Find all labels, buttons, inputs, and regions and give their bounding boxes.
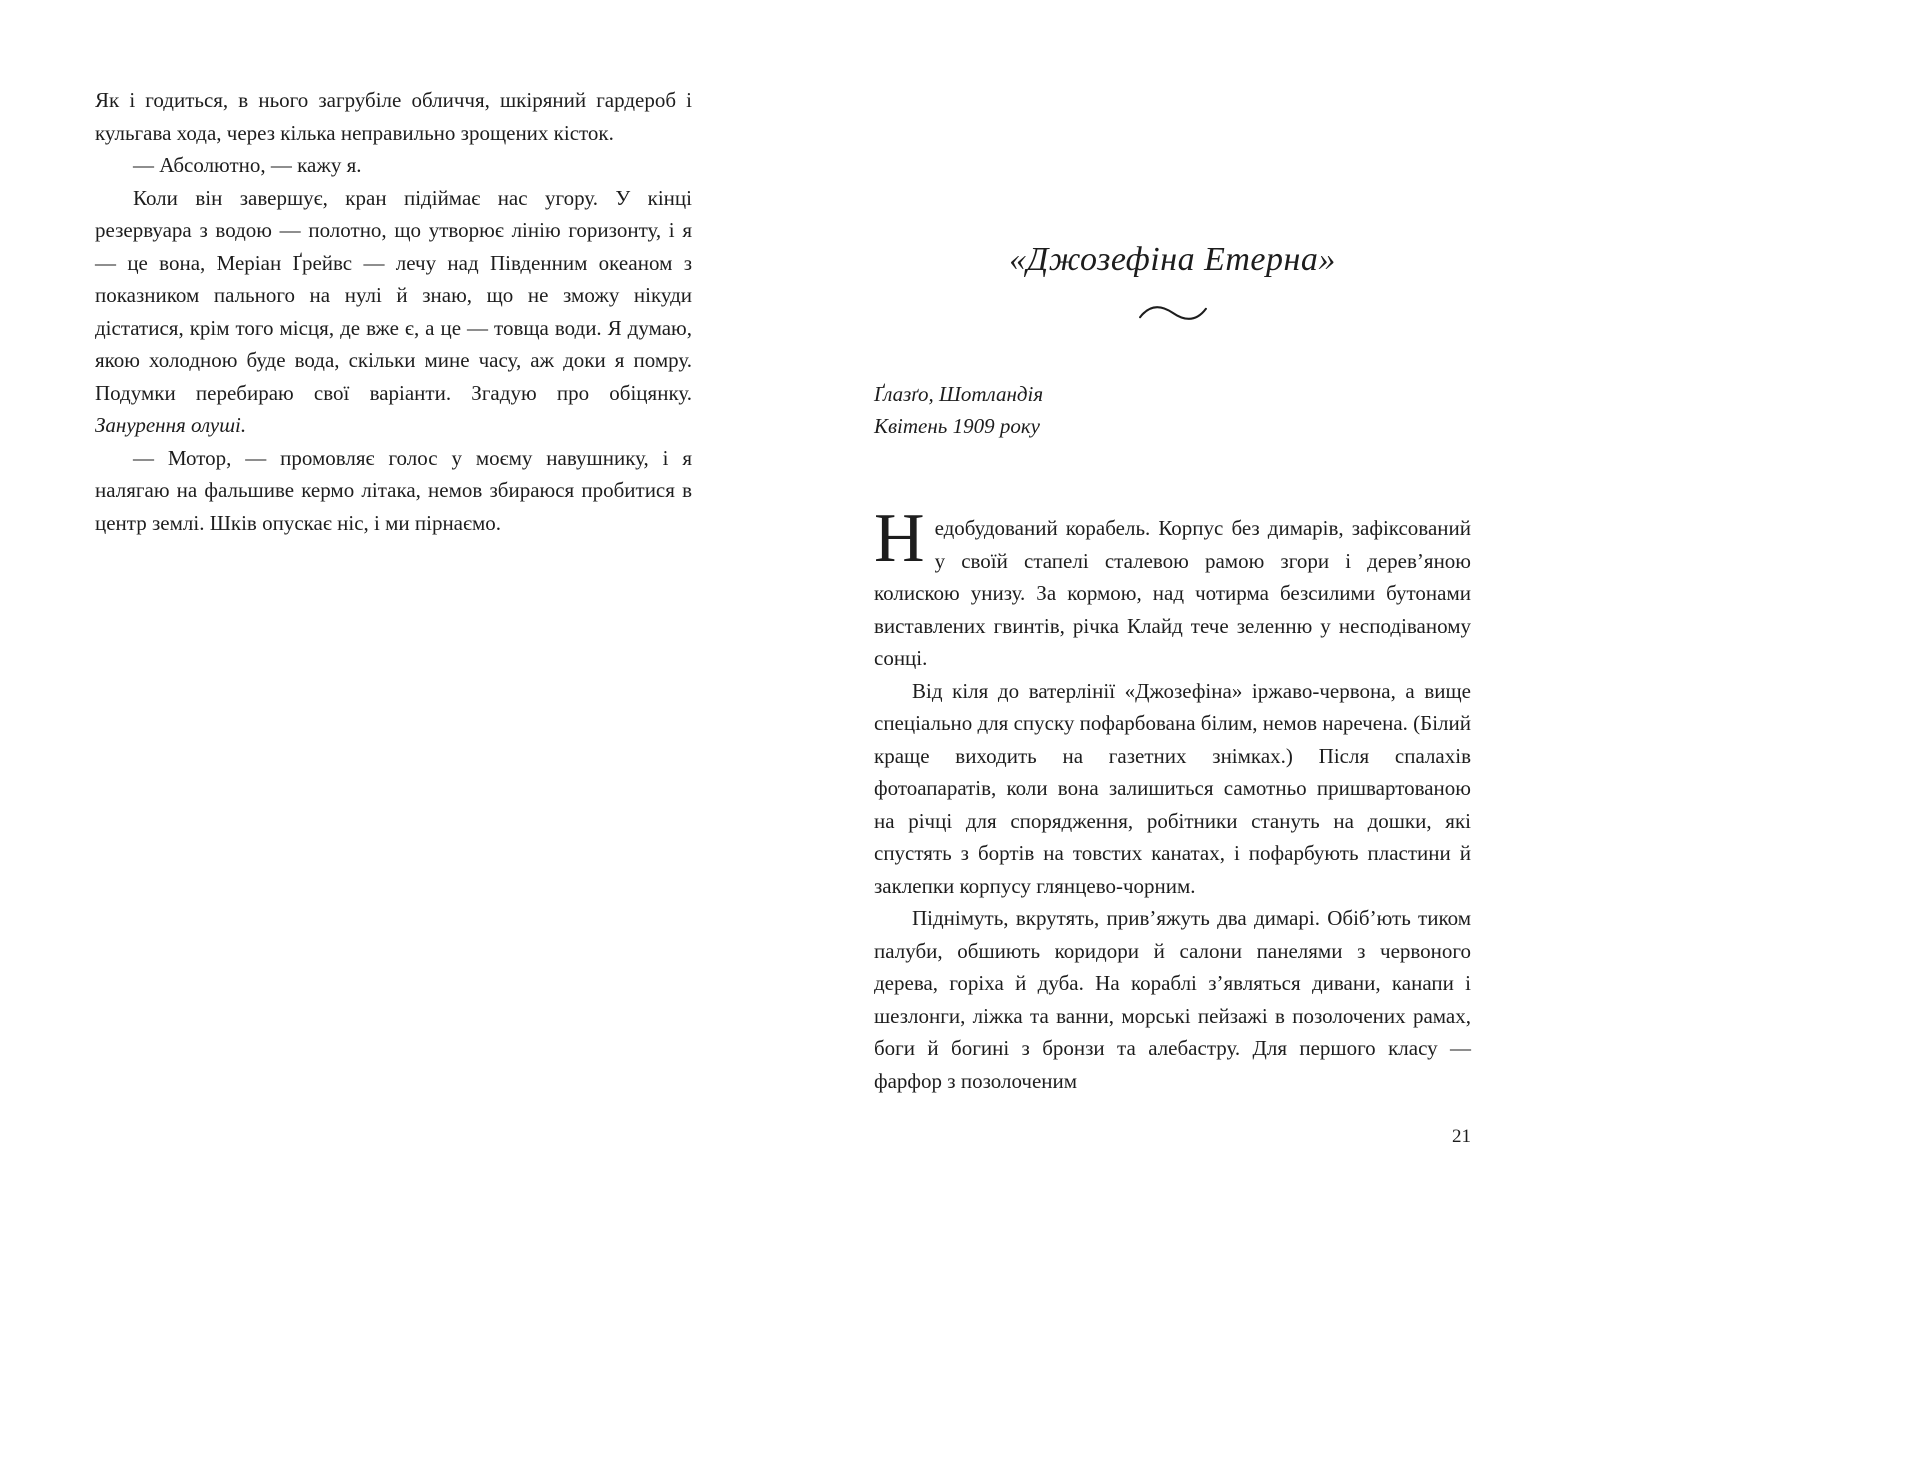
- italic-phrase: Занурення олуші.: [95, 413, 247, 437]
- paragraph: [874, 500, 1471, 675]
- paragraph: Від кіля до ватерлінії «Джозефіна» іржаво-червона, а вище спеціально для спуску пофарбована білим, немов наречена. (Білий краще виходить на газетних знімках.) Після спалахів фотоапаратів, коли вона залишиться самотньо пришвартованою на річці для спорядження, робітники стануть на дошки, які спустять з бортів на товстих канатах, і пофарбують пластини й заклепки корпусу глянцево-чорним.: [874, 678, 1471, 898]
- paragraph-text: едобудований корабель. Корпус без димарів, зафіксований у своїй стапелі сталевою рамою згори і дерев’яною колискою унизу. За кормою, над чотирма безсилими бутонами виставлених гвинтів, річка Клайд тече зеленню у несподіваному сонці.: [874, 516, 1471, 670]
- paragraph: Як і годиться, в нього загрубіле обличчя, шкіряний гардероб і кульгава хода, через кілька неправильно зрощених кісток.: [95, 88, 692, 145]
- paragraph: Піднімуть, вкрутять, прив’яжуть два димарі. Обіб’ють тиком палуби, обшиють коридори й салони панелями з червоного дерева, горіха й дуба. На кораблі з’являться дивани, канапи і шезлонги, ліжка та ванни, морські пейзажі в позолочених рамах, боги й богині з бронзи та алебастру. Для першого класу — фарфор з позолоченим: [874, 906, 1471, 1093]
- chapter-body: [874, 500, 1471, 1097]
- paragraph: — Абсолютно, — кажу я.: [133, 153, 362, 177]
- date-line: Квітень 1909 року: [874, 414, 1041, 438]
- chapter-meta: [874, 378, 1471, 442]
- drop-cap: Н: [874, 500, 925, 577]
- location-line: Ґлазґо, Шотландія: [874, 382, 1044, 406]
- paragraph-text: Коли він завершує, кран підіймає нас угору. У кінці резервуара з водою — полотно, що утворює лінію горизонту, і я — це вона, Меріан Ґрейвс — лечу над Південним океаном з показником пального на нулі й знаю, що не зможу нікуди дістатися, крім того місця, де вже є, а це — товща води. Я думаю, якою холодною буде вода, скільки мине часу, аж доки я помру. Подумки перебираю свої варіанти. Згадую про обіцянку.: [95, 185, 692, 405]
- tilde-ornament-icon: [874, 298, 1471, 334]
- page-number: 21: [1452, 1126, 1471, 1147]
- chapter-title: «Джозефіна Етерна»: [1009, 241, 1336, 278]
- paragraph: [95, 182, 692, 442]
- right-page: [874, 238, 1471, 1097]
- left-page: [95, 84, 692, 539]
- paragraph: — Мотор, — промовляє голос у моєму навушнику, і я налягаю на фальшиве кермо літака, немов збираюся пробитися в центр землі. Шків опускає ніс, і ми пірнаємо.: [95, 445, 692, 535]
